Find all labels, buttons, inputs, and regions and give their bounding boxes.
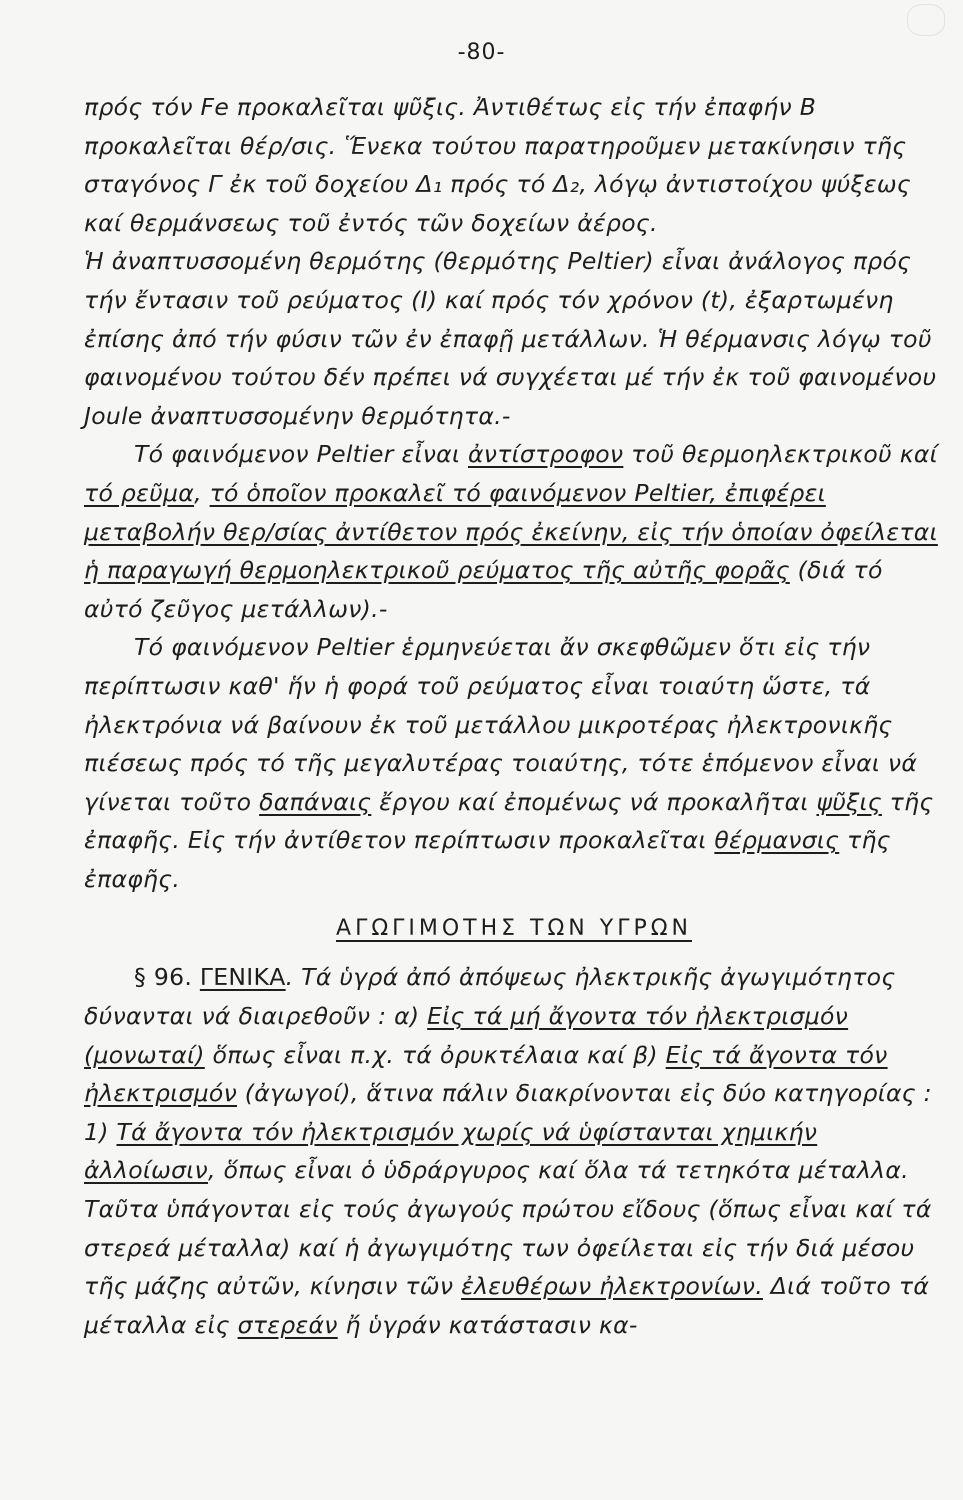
corner-stamp-mark [907,4,945,36]
paragraph-p4-part-2: ἔργου καί ἐπομένως νά προκαλῆται [371,787,817,816]
paragraph-p1 [84,88,944,242]
paragraph-p4-part-4: τῆς ἐπαφῆς. Εἰς τήν ἀντίθετον περίπτωσιν προκαλεῖται [84,787,934,855]
paragraph-p1-part-0: πρός τόν Fe προκαλεῖται ψῦξις. Ἀντιθέτως εἰς τήν ἐπαφήν Β προκαλεῖται θέρ/σις. Ἕνεκα τούτου παρατηροῦμεν μετακίνησιν τῆς σταγόνος Γ ἐκ τοῦ δοχείου Δ₁ πρός τό Δ₂, λόγῳ ἀντιστοίχου ψύξεως καί θερμάνσεως τοῦ ἐντός τῶν δοχείων ἀέρος. [84,93,911,237]
section-paragraph [84,958,944,1344]
section-part-6: (ἀγωγοί), ἅτινα πάλιν διακρίνονται εἰς δύο κατηγορίας : 1) [84,1079,932,1146]
section-part-11: στερεάν [237,1310,338,1339]
section-part-9: ἐλευθέρων ἠλεκτρονίων. [461,1272,763,1301]
section-heading-text: ΑΓΩΓΙΜΟΤΗΣ ΤΩΝ ΥΓΡΩΝ [336,916,692,942]
section-part-7: Τά ἄγοντα τόν ἠλεκτρισμόν χωρίς νά ὑφίστανται χημικήν ἀλλοίωσιν [84,1117,818,1185]
section-part-3: (μονωταί) [84,1040,205,1069]
paragraph-p4-part-1: δαπάναις [259,787,372,816]
paragraph-p3-part-2: τοῦ θερμοηλεκτρικοῦ καί [623,440,938,469]
paragraph-p3 [84,435,944,628]
section-part-1: Εἰς τά μή ἄγοντα τόν ἠλεκτρισμόν [427,1002,849,1031]
section-part-8: , ὅπως εἶναι ὁ ὑδράργυρος καί ὅλα τά τετηκότα μέταλλα. Ταῦτα ὑπάγονται εἰς τούς ἀγωγούς πρώτου εἴδους (ὅπως εἶναι καί τά στερεά μέταλλα) καί ἡ ἀγωγιμότης των ὀφείλεται εἰς τήν διά μέσου τῆς μάζης αὐτῶν, κίνησιν τῶν [84,1156,932,1301]
paragraph-p3-part-0: Τό φαινόμενον Peltier εἶναι [134,440,468,469]
page-number: -80- [457,40,506,65]
section-part-10: Διά τοῦτο τά μέταλλα εἰς [84,1272,930,1339]
section-part-0: . Τά ὑγρά ἀπό ἀπόψεως ἠλεκτρικῆς ἀγωγιμότητος δύνανται νά διαιρεθοῦν : α) [84,963,896,1031]
paragraph-p4 [84,628,944,898]
paragraphs [84,88,944,898]
body-text [84,88,944,1344]
paragraph-p4-part-0: Τό φαινόμενον Peltier ἑρμηνεύεται ἄν σκεφθῶμεν ὅτι εἰς τήν περίπτωσιν καθ' ἥν ἡ φορά τοῦ ρεύματος εἶναι τοιαύτη ὥστε, τά ἠλεκτρόνια νά βαίνουν ἐκ τοῦ μετάλλου μικροτέρας ἠλεκτρονικῆς πιέσεως πρός τό τῆς μεγαλυτέρας τοιαύτης, τότε ἑπόμενον εἶναι νά γίνεται τοῦτο [84,633,918,816]
paragraph-p4-part-6: τῆς ἐπαφῆς. [84,826,891,893]
section-title: ΓΕΝΙΚΑ [199,963,286,992]
section-body [84,963,932,1338]
section-heading [84,910,944,948]
paragraph-p2-part-0: Ἡ ἀναπτυσσομένη θερμότης (θερμότης Peltier) εἶναι ἀνάλογος πρός τήν ἔντασιν τοῦ ρεύματος (I) καί πρός τόν χρόνον (t), ἐξαρτωμένη ἐπίσης ἀπό τήν φύσιν τῶν ἐν ἐπαφῇ μετάλλων. Ἡ θέρμανσις λόγῳ τοῦ φαινομένου τούτου δέν πρέπει νά συγχέεται μέ τήν ἐκ τοῦ φαινομένου Joule ἀναπτυσσομένην θερμότητα.- [84,247,937,430]
paragraph-p4-part-5: θέρμανσις [714,826,840,855]
paragraph-p2 [84,242,944,435]
section-number: § 96. [134,963,193,992]
section-part-5: Εἰς τά ἄγοντα τόν ἠλεκτρισμόν [84,1040,888,1108]
paragraph-p3-part-5: τό ὁποῖον προκαλεῖ τό φαινόμενον Peltier, ἐπιφέρει μεταβολήν θερ/σίας ἀντίθετον πρός ἐκείνην, εἰς τήν ὁποίαν ὀφείλεται ἡ παραγωγή θερμοηλεκτρικοῦ ρεύματος τῆς αὐτῆς φορᾶς [84,478,938,585]
paragraph-p3-part-6: (διά τό αὐτό ζεῦγος μετάλλων).- [84,556,883,623]
paragraph-p3-part-3: τό ρεῦμα [84,478,195,507]
paragraph-p3-part-4: , [194,478,210,507]
paragraph-p4-part-3: ψῦξις [816,787,882,816]
section-part-4: ὅπως εἶναι π.χ. τά ὀρυκτέλαια καί β) [204,1040,666,1069]
paragraph-p3-part-1: ἀντίστροφον [468,440,624,469]
section-part-12: ἤ ὑγράν κατάστασιν κα- [337,1310,638,1339]
